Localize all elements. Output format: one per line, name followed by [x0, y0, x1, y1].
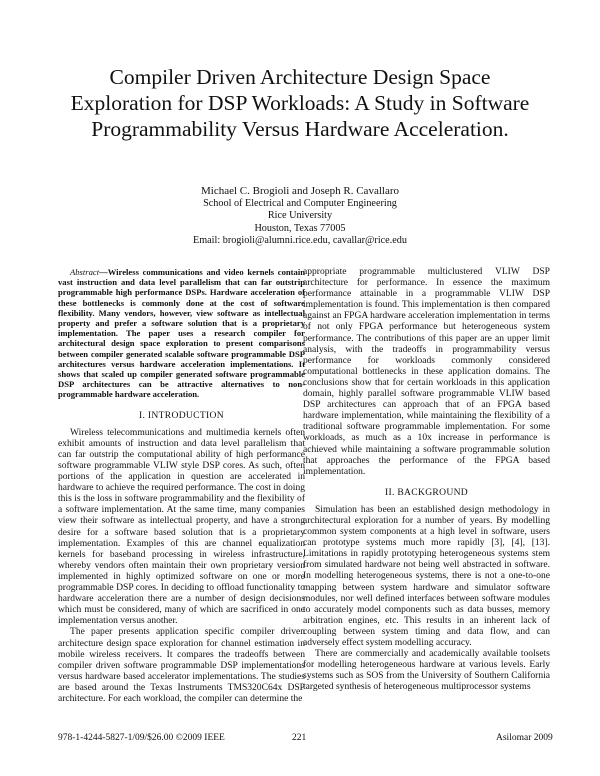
footer-page-number: 221 [292, 733, 307, 743]
abstract-text: —Wireless communications and video kernels contain vast instruction and data level parallelism that can far outstrip programmable high performance DSPs. Hardware acceleration of these bottlenecks is commonly done at the cost of software flexibility. Many vendors, however, view software as intellectual property and prefer a software solution that is a proprietary implementation. The paper uses a research compiler for architectural design space exploration to present comparisons between compiler generated scalable software programmable DSP architectures versus hardware acceleration implementations. It shows that scaled up compiler generated software programmable DSP architectures can be attractive alternatives to non-programmable hardware acceleration. [58, 267, 305, 400]
footer-venue: Asilomar 2009 [496, 733, 553, 743]
abstract-label: Abstract [70, 267, 100, 277]
background-paragraph-2: There are commercially and academically available toolsets for modelling heterogeneous hardware at various levels. Early systems such as SOS from the University of Southern California targeted synthesis of heterogeneous multiprocessor systems [303, 648, 550, 693]
right-column [303, 266, 550, 692]
intro-paragraph-1: Wireless telecommunications and multimedia kernels often exhibit amounts of instruction and data level parallelism that can far outstrip the computational ability of high performance software programmable VLIW style DSP cores. As such, often portions of the application in question are accelerated in hardware to achieve the required performance. The cost in doing this is the loss in software programmability and the flexibility of a software implementation. At the same time, many companies view their software as intellectual property, and have a strong desire for a software based solution that is a proprietary implementation. Examples of this are channel equalization kernels for baseband processing in wireless infrastructure, whereby vendors often maintain their own proprietary version implemented in highly optimized software on one or more programmable DSP cores. In deciding to offload functionality to hardware acceleration there are a number of design decisions which must be considered, many of which are sacrificed in one implementation versus another. [58, 426, 305, 627]
section-heading-introduction: I. INTRODUCTION [139, 409, 224, 421]
intro-paragraph-2: The paper presents application specific compiler driven architecture design space exploration for channel estimation in mobile wireless receivers. It compares the tradeoffs between compiler driven software programmable DSP implementations versus hardware based accelerator implementations. The studies are based around the Texas Instruments TMS320C64x DSP architecture. For each workload, the compiler can determine the [58, 626, 305, 704]
author-block [60, 184, 540, 247]
author-email: Email: brogioli@alumni.rice.edu, cavallar@rice.edu [193, 234, 407, 246]
affiliation-university: Rice University [267, 210, 333, 222]
affiliation-city: Houston, Texas 77005 [254, 222, 346, 234]
abstract [58, 267, 305, 400]
affiliation-school: School of Electrical and Computer Engineering [203, 198, 397, 209]
left-column [58, 267, 305, 704]
author-names: Michael C. Brogioli and Joseph R. Cavallaro [201, 185, 399, 197]
footer-isbn: 978-1-4244-5827-1/09/$26.00 ©2009 IEEE [58, 733, 225, 743]
background-paragraph-1: Simulation has been an established design methodology in architectural exploration for a number of years. By modelling common system components at a high level in software, users can prototype systems much more rapidly [3], [4], [13]. Limitations in rapidly prototyping heterogeneous systems stem from simulated hardware not being well abstracted in software. In modelling heterogeneous systems, there is not a one-to-one mapping between system hardware and simulator software modules, nor well defined interfaces between software modules to accurately model components such as data busses, memory arbitration engines, etc. This results in an inherent lack of coupling between system timing and data flow, and can adversely effect system modelling accuracy. [303, 503, 550, 648]
paper-title: Compiler Driven Architecture Design Space Exploration for DSP Workloads: A Study in Software Programmability Versus Hardware Acceleration. [70, 65, 530, 141]
section-heading-background: II. BACKGROUND [384, 486, 469, 498]
intro-paragraph-2-continued: appropriate programmable multiclustered VLIW DSP architecture for performance. In essence the maximum performance attainable in a programmable VLIW DSP implementation is found. This implementation is then compared against an FPGA hardware acceleration implementation in terms of not only FPGA performance but heterogeneous system performance. The contributions of this paper are an upper limit analysis, with the tradeoffs in programmability versus performance for workloads commonly considered computational bottlenecks in these application domains. The conclusions show that for certain workloads in this application domain, highly parallel software programmable VLIW based DSP architectures can approach that of an FPGA based hardware implementation, while maintaining the flexibility of a traditional software programmable implementation. For some workloads, as much as a 10x increase in performance is achieved while maintaining a software programmable solution that approaches the performance of the FPGA based implementation. [303, 266, 550, 477]
